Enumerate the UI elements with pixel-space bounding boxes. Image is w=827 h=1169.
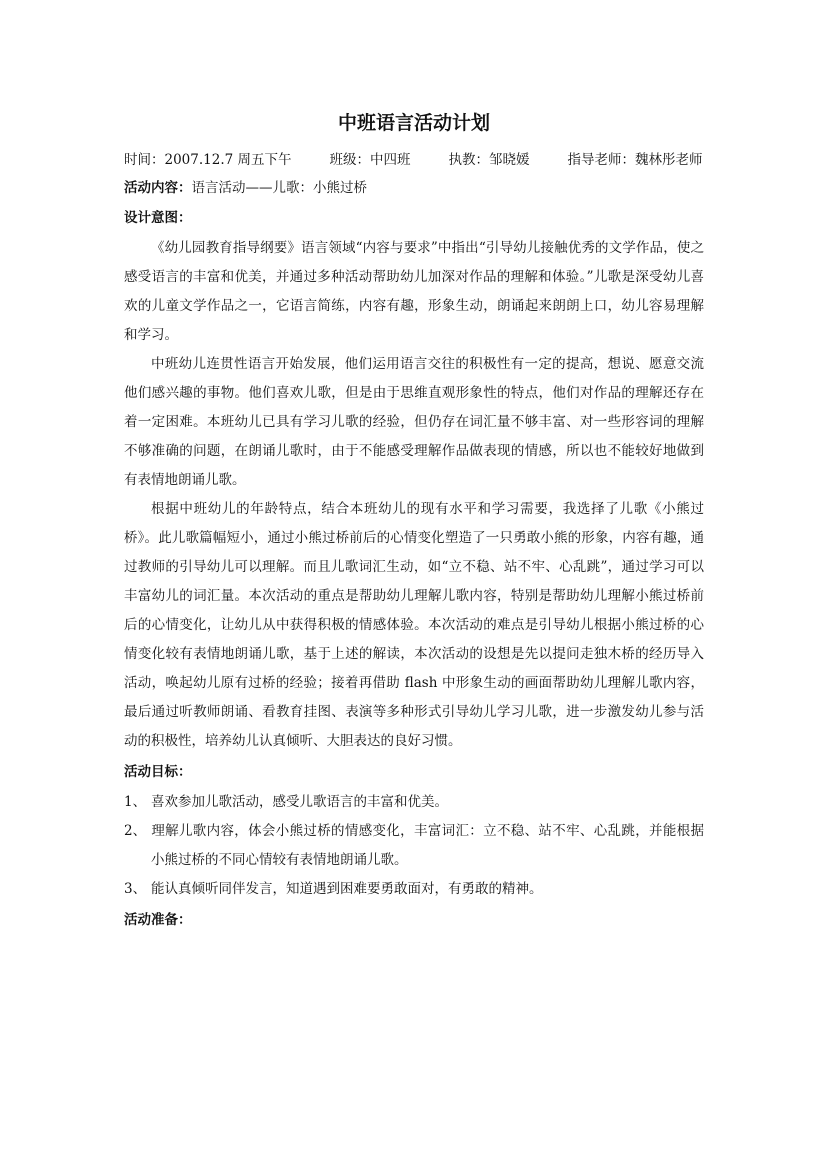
goals-heading: 活动目标： [124,764,192,780]
goals-list [124,788,704,904]
prep-heading: 活动准备： [124,912,192,928]
goal-text: 喜欢参加儿歌活动，感受儿歌语言的丰富和优美。 [151,794,448,810]
design-heading: 设计意图： [124,210,192,226]
goal-number: 1、 [124,794,147,810]
goal-text: 能认真倾听同伴发言，知道遇到困难要勇敢面对，有勇敢的精神。 [151,881,543,897]
meta-line [124,146,704,174]
meta-class: 班级：中四班 [329,152,411,168]
activity-content-label: 活动内容： [124,180,192,196]
goal-number: 2、 [124,823,147,839]
activity-content-line [124,174,704,202]
goal-text: 理解儿歌内容，体会小熊过桥的情感变化，丰富词汇：立不稳、站不牢、心乱跳，并能根据小熊过桥的不同心情较有表情地朗诵儿歌。 [151,823,704,868]
meta-time: 时间：2007.12.7 周五下午 [124,152,292,168]
document-body [124,108,704,936]
design-paragraph-3: 根据中班幼儿的年龄特点，结合本班幼儿的现有水平和学习需要，我选择了儿歌《小熊过桥》。此儿歌篇幅短小，通过小熊过桥前后的心情变化塑造了一只勇敢小熊的形象，内容有趣，通过教师的引导幼儿可以理解。而且儿歌词汇生动，如“立不稳、站不牢、心乱跳”，通过学习可以丰富幼儿的词汇量。本次活动的重点是帮助幼儿理解儿歌内容，特别是帮助幼儿理解小熊过桥前后的心情变化，让幼儿从中获得积极的情感体验。本次活动的难点是引导幼儿根据小熊过桥的心情变化较有表情地朗诵儿歌，基于上述的解读，本次活动的设想是先以提问走独木桥的经历导入活动，唤起幼儿原有过桥的经验；接着再借助 flash 中形象生动的画面帮助幼儿理解儿歌内容，最后通过听教师朗诵、看教育挂图、表演等多种形式引导幼儿学习儿歌，进一步激发幼儿参与活动的积极性，培养幼儿认真倾听、大胆表达的良好习惯。 [124,501,704,749]
goal-item-1 [124,788,704,817]
page-title: 中班语言活动计划 [337,112,490,134]
design-paragraph-1: 《幼儿园教育指导纲要》语言领域“内容与要求”中指出“引导幼儿接触优秀的文学作品，使之感受语言的丰富和优美，并通过多种活动帮助幼儿加深对作品的理解和体验。”儿歌是深受幼儿喜欢的儿童文学作品之一，它语言简练，内容有趣，形象生动，朗诵起来朗朗上口，幼儿容易理解和学习。 [124,240,704,343]
design-paragraph-2: 中班幼儿连贯性语言开始发展，他们运用语言交往的积极性有一定的提高，想说、愿意交流他们感兴趣的事物。他们喜欢儿歌，但是由于思维直观形象性的特点，他们对作品的理解还存在着一定困难。本班幼儿已具有学习儿歌的经验，但仍存在词汇量不够丰富、对一些形容词的理解不够准确的问题，在朗诵儿歌时，由于不能感受理解作品做表现的情感，所以也不能较好地做到有表情地朗诵儿歌。 [124,356,704,488]
goal-number: 3、 [124,881,147,897]
goal-item-2 [124,817,704,875]
goal-item-3 [124,875,704,904]
activity-content-value: 语言活动——儿歌：小熊过桥 [191,180,367,196]
meta-advisor: 指导老师：魏林彤老师 [567,152,703,168]
meta-teacher: 执教：邹晓媛 [448,152,530,168]
